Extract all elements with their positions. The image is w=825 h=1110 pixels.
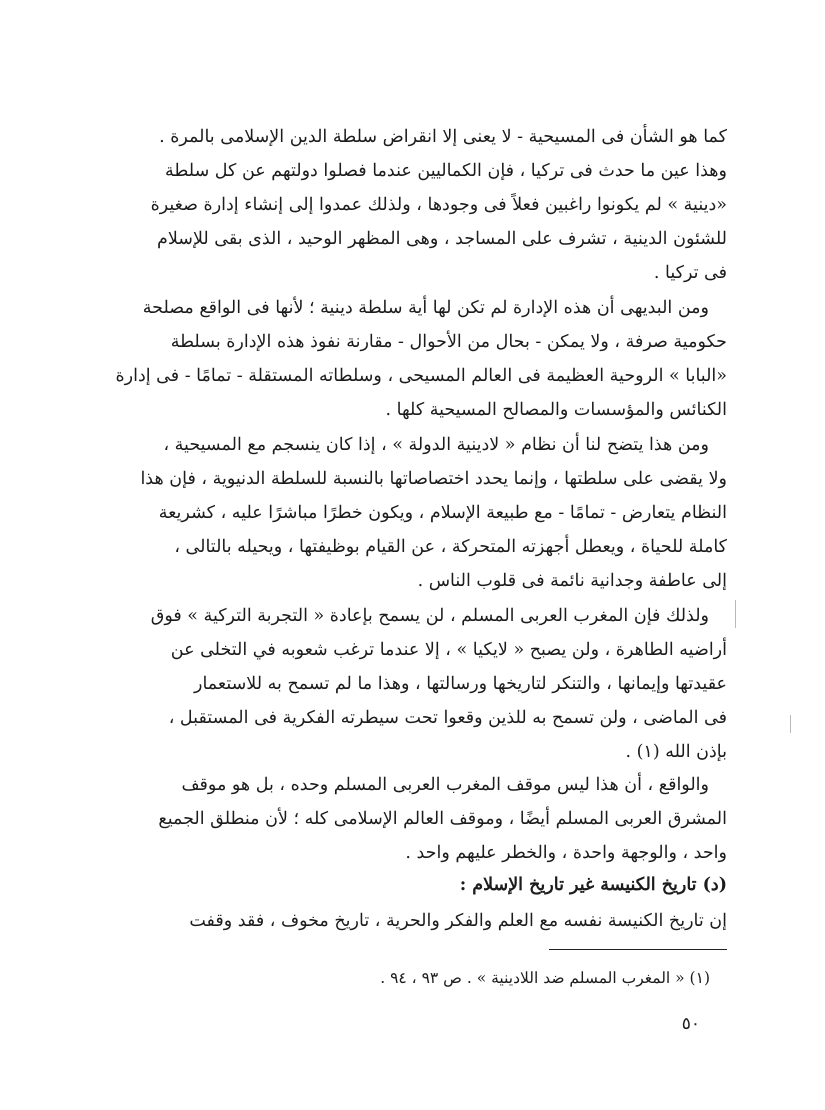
paragraph-5	[105, 768, 727, 870]
text-line: «دينية » لم يكونوا راغبين فعلاً فى وجودها ، ولذلك عمدوا إلى إنشاء إدارة صغيرة	[150, 195, 727, 215]
text-line: النظام يتعارض - تمامًا - مع طبيعة الإسلام ، ويكون خطرًا مباشرًا عليه ، كشريعة	[158, 503, 727, 523]
text-line: والواقع ، أن هذا ليس موقف المغرب العربى المسلم وحده ، بل هو موقف	[181, 775, 709, 795]
text-line: حكومية صرفة ، ولا يمكن - بحال من الأحوال - مقارنة نفوذ هذه الإدارة بسلطة	[170, 332, 727, 352]
paragraph-6	[105, 904, 727, 938]
text-line: بإذن الله (١) .	[625, 742, 727, 762]
paragraph-3	[105, 428, 727, 598]
text-line: كما هو الشأن فى المسيحية - لا يعنى إلا انقراض سلطة الدين الإسلامى بالمرة .	[159, 127, 727, 147]
text-line: ومن هذا يتضح لنا أن نظام « لادينية الدولة » ، إذا كان ينسجم مع المسيحية ،	[163, 435, 709, 455]
text-line: ومن البديهى أن هذه الإدارة لم تكن لها أية سلطة دينية ؛ لأنها فى الواقع مصلحة	[142, 298, 709, 318]
section-heading-text: (د) تاريخ الكنيسة غير تاريخ الإسلام :	[459, 875, 727, 895]
footnote: (١) « المغرب المسلم ضد اللادينية » . ص ٩٣ ، ٩٤ .	[380, 969, 710, 987]
text-line: واحد ، والوجهة واحدة ، والخطر عليهم واحد .	[405, 843, 727, 863]
text-line: وهذا عين ما حدث فى تركيا ، فإن الكماليين عندما فصلوا دولتهم عن كل سلطة	[165, 161, 727, 181]
binding-edge-mark	[735, 600, 736, 628]
text-line: ولا يقضى على سلطتها ، وإنما يحدد اختصاصاتها بالنسبة للسلطة الدنيوية ، فإن هذا	[140, 469, 727, 489]
footnote-divider	[549, 949, 727, 950]
page-number: ٥٠	[681, 1014, 700, 1034]
text-line: للشئون الدينية ، تشرف على المساجد ، وهى المظهر الوحيد ، الذى بقى للإسلام	[157, 229, 727, 249]
section-heading	[105, 868, 727, 902]
text-line: ولذلك فإن المغرب العربى المسلم ، لن يسمح بإعادة « التجربة التركية » فوق	[150, 606, 709, 626]
text-line: الكنائس والمؤسسات والمصالح المسيحية كلها .	[385, 400, 727, 420]
text-line: فى الماضى ، ولن تسمح به للذين وقعوا تحت سيطرته الفكرية فى المستقبل ،	[168, 708, 727, 728]
paragraph-4	[105, 599, 727, 769]
text-line: عقيدتها وإيمانها ، والتنكر لتاريخها ورسالتها ، وهذا ما لم تسمح به للاستعمار	[194, 674, 727, 694]
binding-edge-mark	[790, 715, 791, 733]
text-line: إن تاريخ الكنيسة نفسه مع العلم والفكر والحرية ، تاريخ مخوف ، فقد وقفت	[189, 911, 727, 931]
text-line: فى تركيا .	[653, 263, 727, 283]
text-line: «البابا » الروحية العظيمة فى العالم المسيحى ، وسلطاته المستقلة - تمامًا - فى إدارة	[115, 366, 727, 386]
text-line: كاملة للحياة ، ويعطل أجهزته المتحركة ، عن القيام بوظيفتها ، ويحيله بالتالى ،	[174, 537, 727, 557]
paragraph-2	[105, 291, 727, 427]
text-line: إلى عاطفة وجدانية نائمة فى قلوب الناس .	[417, 571, 727, 591]
paragraph-1	[105, 120, 727, 290]
text-line: المشرق العربى المسلم أيضًا ، وموقف العالم الإسلامى كله ؛ لأن منطلق الجميع	[158, 809, 727, 829]
text-line: أراضيه الطاهرة ، ولن يصبح « لايكيا » ، إلا عندما ترغب شعوبه في التخلى عن	[170, 640, 727, 660]
